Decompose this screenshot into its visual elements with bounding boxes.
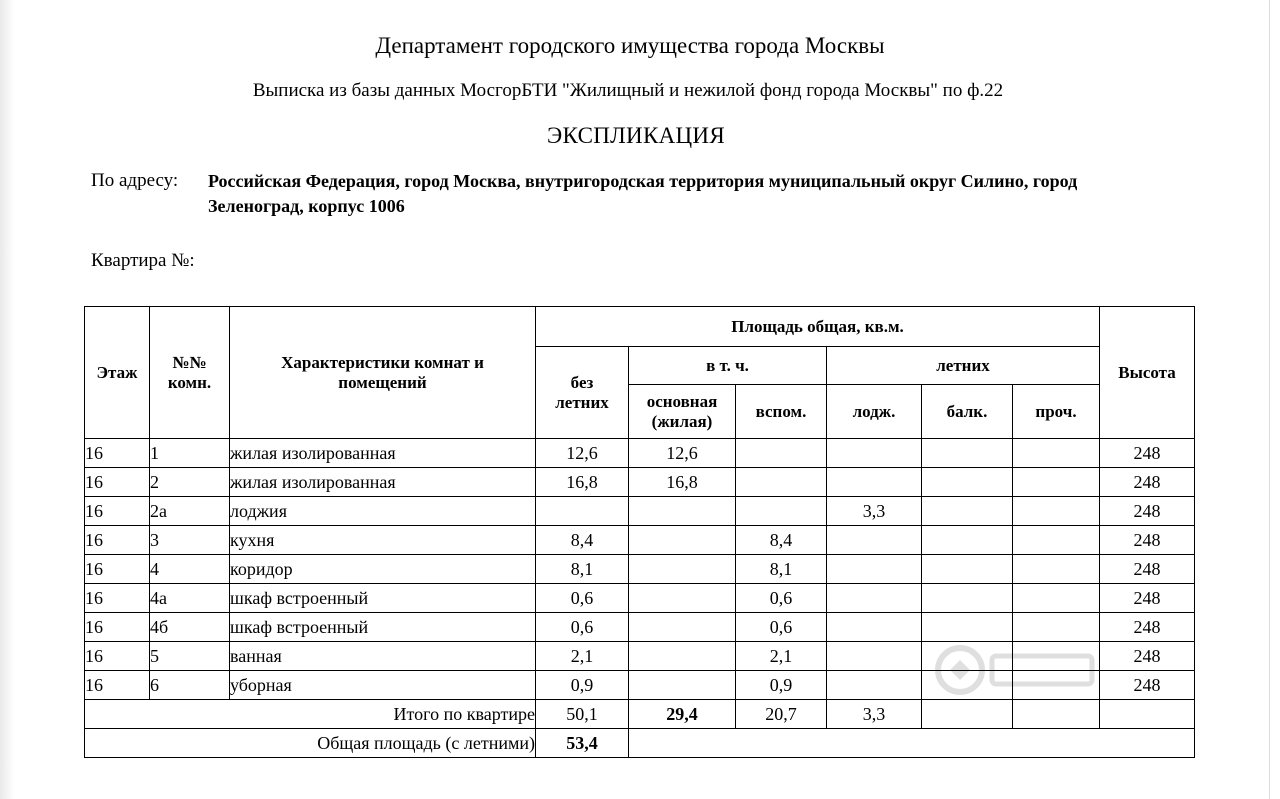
page-shadow [0, 0, 14, 799]
cell-aux: 0,6 [736, 584, 827, 613]
cell-total: 0,9 [536, 671, 629, 700]
cell-other [1013, 439, 1100, 468]
cell-height: 248 [1100, 642, 1195, 671]
cell-height: 248 [1100, 613, 1195, 642]
total-height [1100, 700, 1195, 729]
cell-loggia [827, 671, 922, 700]
cell-main [629, 526, 736, 555]
total-aux: 20,7 [736, 700, 827, 729]
header-height: Высота [1100, 307, 1195, 439]
cell-description: кухня [230, 526, 536, 555]
cell-height: 248 [1100, 526, 1195, 555]
cell-floor: 16 [85, 613, 150, 642]
cell-height: 248 [1100, 497, 1195, 526]
address-line-2: Зеленоград, корпус 1006 [208, 196, 405, 216]
cell-room-number: 4б [150, 613, 230, 642]
cell-main [629, 497, 736, 526]
total-loggia: 3,3 [827, 700, 922, 729]
table-row [85, 613, 1195, 642]
cell-room-number: 4а [150, 584, 230, 613]
header-main-living [629, 385, 736, 439]
header-other: проч. [1013, 385, 1100, 439]
table-row [85, 555, 1195, 584]
cell-loggia [827, 439, 922, 468]
cell-description: шкаф встроенный [230, 584, 536, 613]
header-description-line-1: Характеристики комнат и [281, 352, 484, 372]
cell-main [629, 613, 736, 642]
cell-height: 248 [1100, 439, 1195, 468]
cell-balcony [922, 526, 1013, 555]
cell-floor: 16 [85, 439, 150, 468]
cell-height: 248 [1100, 671, 1195, 700]
table-row [85, 497, 1195, 526]
cell-other [1013, 584, 1100, 613]
overall-area-empty [629, 729, 1195, 758]
cell-height: 248 [1100, 555, 1195, 584]
table-row [85, 468, 1195, 497]
cell-loggia [827, 555, 922, 584]
cell-floor: 16 [85, 555, 150, 584]
cell-balcony [922, 584, 1013, 613]
cell-total: 8,4 [536, 526, 629, 555]
cell-height: 248 [1100, 584, 1195, 613]
table-row [85, 526, 1195, 555]
cell-floor: 16 [85, 526, 150, 555]
cell-room-number: 6 [150, 671, 230, 700]
header-loggia: лодж. [827, 385, 922, 439]
cell-aux [736, 497, 827, 526]
header-room-number-line-2: комн. [167, 372, 212, 392]
cell-floor: 16 [85, 584, 150, 613]
cell-balcony [922, 468, 1013, 497]
cell-loggia [827, 526, 922, 555]
cell-description: жилая изолированная [230, 468, 536, 497]
table-row [85, 584, 1195, 613]
cell-room-number: 2а [150, 497, 230, 526]
cell-description: коридор [230, 555, 536, 584]
cell-aux: 8,4 [736, 526, 827, 555]
cell-loggia [827, 468, 922, 497]
watermark-icon [930, 640, 1100, 700]
cell-loggia [827, 584, 922, 613]
total-without-summer: 50,1 [536, 700, 629, 729]
cell-description: жилая изолированная [230, 439, 536, 468]
cell-main: 12,6 [629, 439, 736, 468]
cell-room-number: 1 [150, 439, 230, 468]
cell-description: уборная [230, 671, 536, 700]
cell-loggia: 3,3 [827, 497, 922, 526]
total-balcony [922, 700, 1013, 729]
total-main: 29,4 [629, 700, 736, 729]
cell-main: 16,8 [629, 468, 736, 497]
cell-floor: 16 [85, 497, 150, 526]
overall-area-row [85, 729, 1195, 758]
header-including: в т. ч. [629, 347, 827, 385]
cell-other [1013, 555, 1100, 584]
page-edge [1269, 0, 1270, 799]
cell-main [629, 584, 736, 613]
cell-loggia [827, 642, 922, 671]
document-heading: ЭКСПЛИКАЦИЯ [547, 123, 725, 148]
cell-room-number: 5 [150, 642, 230, 671]
cell-total [536, 497, 629, 526]
header-description [230, 307, 536, 439]
cell-room-number: 2 [150, 468, 230, 497]
department-title: Департамент городского имущества города Москвы [375, 33, 885, 58]
cell-other [1013, 526, 1100, 555]
watermark-logo [930, 640, 1100, 700]
total-label: Итого по квартире [85, 700, 536, 729]
extract-subtitle: Выписка из базы данных МосгорБТИ "Жилищный и нежилой фонд города Москвы" по ф.22 [252, 80, 1004, 101]
cell-aux: 2,1 [736, 642, 827, 671]
cell-balcony [922, 439, 1013, 468]
cell-floor: 16 [85, 642, 150, 671]
cell-total: 16,8 [536, 468, 629, 497]
address-label: По адресу: [91, 170, 179, 191]
cell-total: 12,6 [536, 439, 629, 468]
header-balcony: балк. [922, 385, 1013, 439]
cell-aux: 0,6 [736, 613, 827, 642]
cell-balcony [922, 613, 1013, 642]
cell-total: 2,1 [536, 642, 629, 671]
cell-total: 8,1 [536, 555, 629, 584]
cell-aux: 0,9 [736, 671, 827, 700]
overall-area-value: 53,4 [536, 729, 629, 758]
cell-description: шкаф встроенный [230, 613, 536, 642]
header-room-number-line-1: №№ [172, 352, 207, 372]
cell-main [629, 642, 736, 671]
header-auxiliary: вспом. [736, 385, 827, 439]
cell-aux [736, 468, 827, 497]
total-other [1013, 700, 1100, 729]
header-floor: Этаж [85, 307, 150, 439]
cell-balcony [922, 555, 1013, 584]
cell-room-number: 4 [150, 555, 230, 584]
cell-height: 248 [1100, 468, 1195, 497]
cell-description: ванная [230, 642, 536, 671]
cell-other [1013, 468, 1100, 497]
cell-total: 0,6 [536, 613, 629, 642]
cell-aux: 8,1 [736, 555, 827, 584]
cell-other [1013, 613, 1100, 642]
header-room-number [150, 307, 230, 439]
overall-area-label: Общая площадь (с летними) [85, 729, 536, 758]
cell-room-number: 3 [150, 526, 230, 555]
header-main-line-1: основная [646, 391, 718, 411]
header-description-line-2: помещений [338, 372, 427, 392]
cell-main [629, 555, 736, 584]
apartment-label: Квартира №: [91, 250, 195, 271]
total-row [85, 700, 1195, 729]
cell-total: 0,6 [536, 584, 629, 613]
cell-floor: 16 [85, 468, 150, 497]
header-summer: летних [827, 347, 1100, 385]
address-line-1: Российская Федерация, город Москва, внутригородская территория муниципальный округ Силино, город [208, 171, 1078, 191]
table-row [85, 439, 1195, 468]
header-area-total: Площадь общая, кв.м. [536, 307, 1100, 347]
header-main-line-2: (жилая) [651, 411, 713, 431]
cell-floor: 16 [85, 671, 150, 700]
header-without-summer-line-1: без [570, 372, 594, 392]
address-value [208, 169, 1208, 219]
header-without-summer [536, 347, 629, 439]
cell-description: лоджия [230, 497, 536, 526]
header-without-summer-line-2: летних [555, 392, 609, 412]
cell-other [1013, 497, 1100, 526]
cell-main [629, 671, 736, 700]
cell-aux [736, 439, 827, 468]
cell-balcony [922, 497, 1013, 526]
cell-loggia [827, 613, 922, 642]
